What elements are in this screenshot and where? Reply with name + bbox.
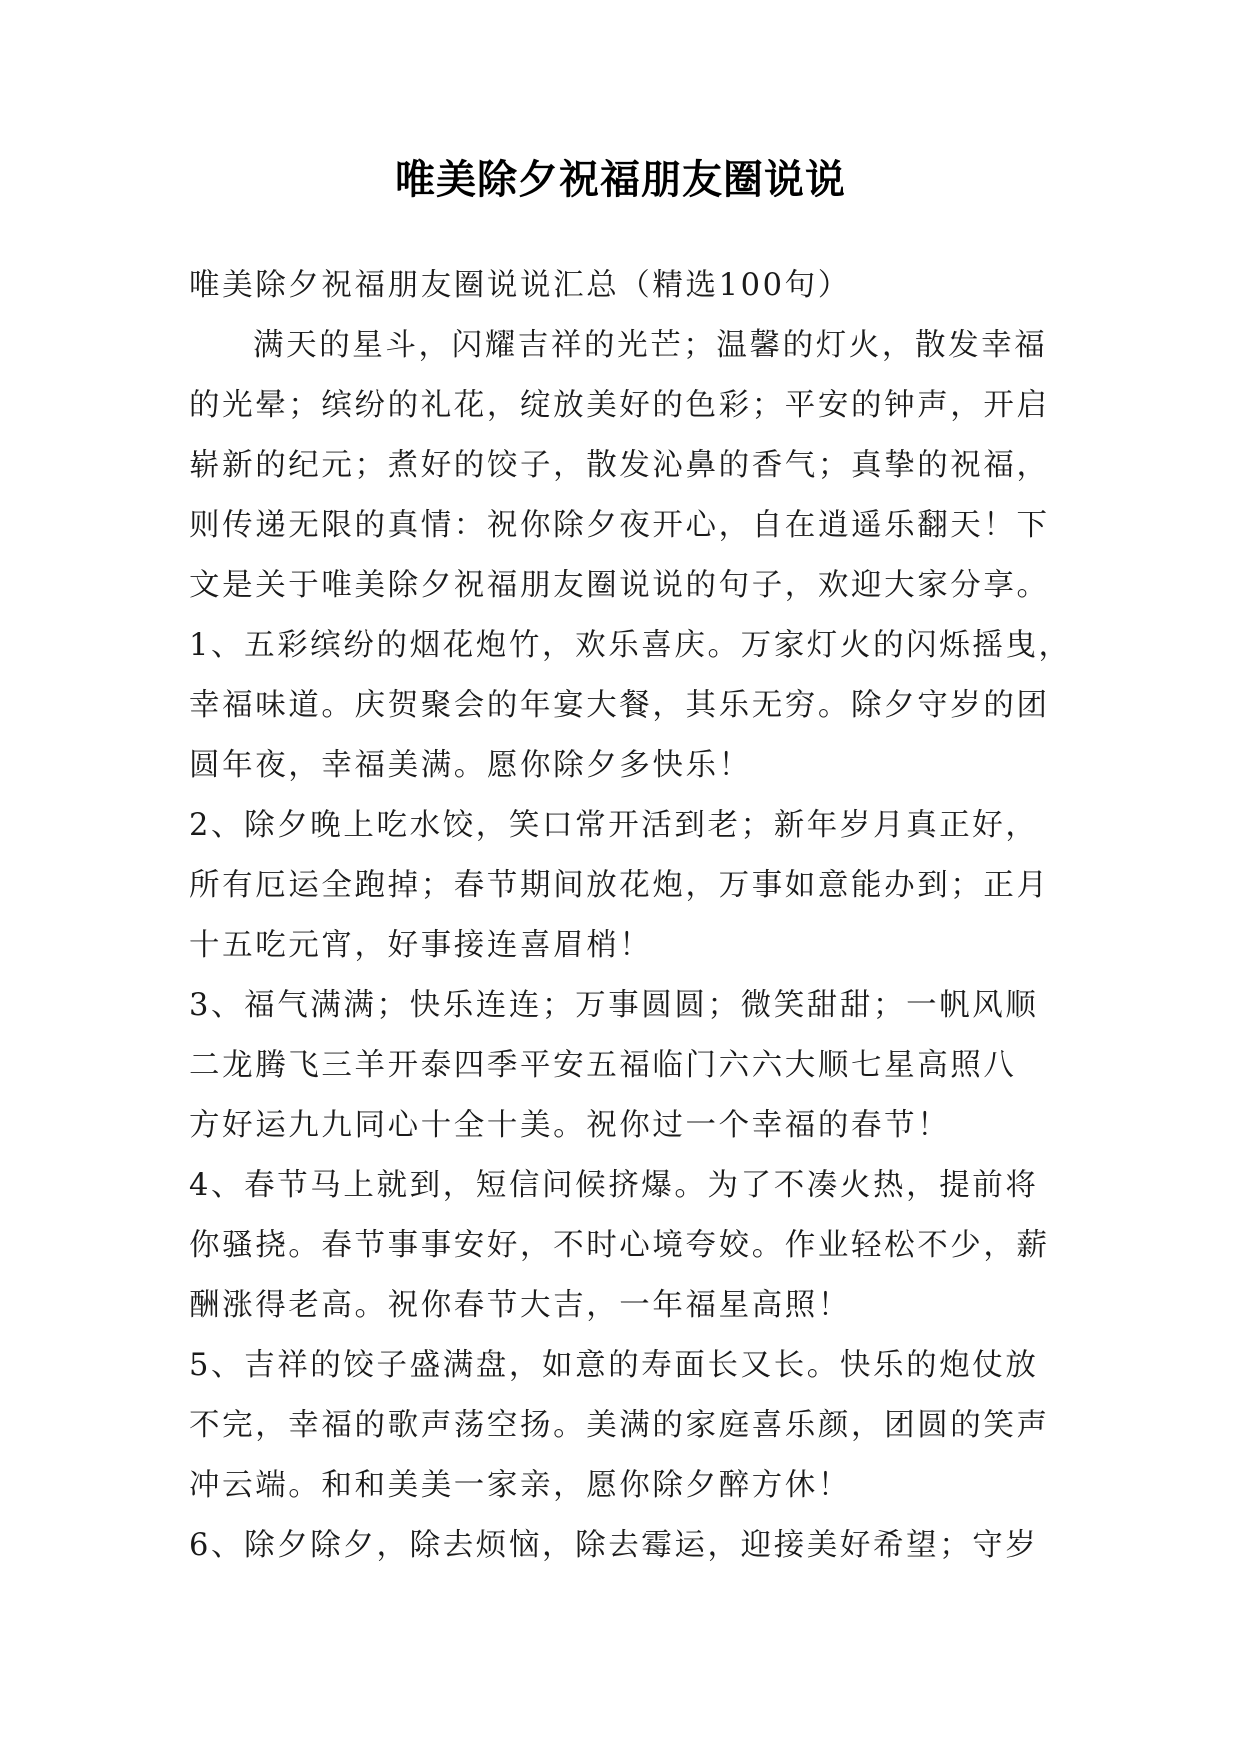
document-title: 唯美除夕祝福朋友圈说说 [395, 157, 846, 203]
text-line: 满天的星斗，闪耀吉祥的光芒；温馨的灯火，散发幸福 [253, 328, 1048, 363]
text-line: 3、福气满满；快乐连连；万事圆圆；微笑甜甜；一帆风顺 [189, 988, 1039, 1023]
text-line: 幸福味道。庆贺聚会的年宴大餐，其乐无穷。除夕守岁的团 [189, 688, 1050, 723]
text-line: 文是关于唯美除夕祝福朋友圈说说的句子，欢迎大家分享。 [189, 568, 1050, 603]
text-line: 6、除夕除夕，除去烦恼，除去霉运，迎接美好希望；守岁 [189, 1528, 1039, 1563]
document-body [189, 256, 1072, 1576]
text-line: 冲云端。和和美美一家亲，愿你除夕醉方休！ [189, 1468, 851, 1503]
text-line: 崭新的纪元；煮好的饺子，散发沁鼻的香气；真挚的祝福， [189, 448, 1050, 483]
text-line: 的光晕；缤纷的礼花，绽放美好的色彩；平安的钟声，开启 [189, 388, 1050, 423]
text-line: 圆年夜，幸福美满。愿你除夕多快乐！ [189, 748, 752, 783]
text-line: 则传递无限的真情：祝你除夕夜开心，自在逍遥乐翻天！下 [189, 508, 1050, 543]
text-line: 2、除夕晚上吃水饺，笑口常开活到老；新年岁月真正好， [189, 808, 1039, 843]
text-line: 所有厄运全跑掉；春节期间放花炮，万事如意能办到；正月 [189, 868, 1050, 903]
text-line: 你骚挠。春节事事安好，不时心境夸姣。作业轻松不少，薪 [189, 1228, 1050, 1263]
text-line: 5、吉祥的饺子盛满盘，如意的寿面长又长。快乐的炮仗放 [189, 1348, 1039, 1383]
text-line: 十五吃元宵，好事接连喜眉梢！ [189, 928, 653, 963]
text-line: 二龙腾飞三羊开泰四季平安五福临门六六大顺七星高照八 [189, 1048, 1017, 1083]
text-line: 唯美除夕祝福朋友圈说说汇总（精选100句） [189, 268, 851, 303]
text-line: 不完，幸福的歌声荡空扬。美满的家庭喜乐颜，团圆的笑声 [189, 1408, 1050, 1443]
text-line: 方好运九九同心十全十美。祝你过一个幸福的春节！ [189, 1108, 951, 1143]
text-line: 4、春节马上就到，短信问候挤爆。为了不凑火热，提前将 [189, 1168, 1039, 1203]
text-line: 1、五彩缤纷的烟花炮竹，欢乐喜庆。万家灯火的闪烁摇曳， [189, 628, 1072, 663]
text-line: 酬涨得老高。祝你春节大吉，一年福星高照！ [189, 1288, 851, 1323]
